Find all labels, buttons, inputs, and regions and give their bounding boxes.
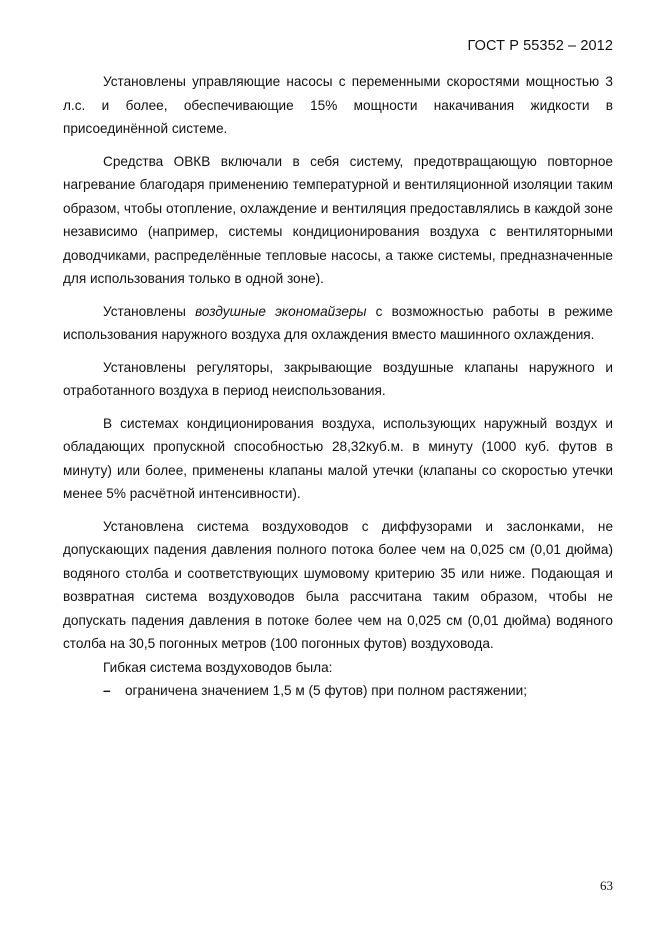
paragraph-ductwork: Установлена система воздуховодов с диффузорами и заслонками, не допускающих падения давления полного потока более чем на 0,025 см (0,01 дюйма) водяного столба и соответствующих шумовому критерию 35 или ниже. Подающая и возвратная система воздуховодов была рассчитана таким образом, чтобы не допускать падения давления в потоке более чем на 0,025 см (0,01 дюйма) водяного столба на 30,5 погонных метров (100 погонных футов) воздуховода. [63,518,613,651]
paragraph-flexible-ducts: Гибкая система воздуховодов была: [103,659,333,675]
paragraph-hvac-reheat: Средства ОВКВ включали в себя систему, предотвращающую повторное нагревание благодаря применению температурной и вентиляционной изоляции таким образом, чтобы отопление, охлаждение и вентиляция предоставлялись в каждой зоне независимо (например, системы кондиционирования воздуха с вентиляторными доводчиками, распределённые тепловые насосы, а также системы, предназначенные для использования только в одной зоне). [63,153,613,286]
list-item-text: ограничена значением 1,5 м (5 футов) при полном растяжении; [125,683,527,698]
list-item [63,679,613,703]
list-dash: – [103,683,111,698]
paragraph-pumps: Установлены управляющие насосы с переменными скоростями мощностью 3 л.с. и более, обеспечивающие 15% мощности накачивания жидкости в присоединённой системе. [63,74,613,136]
document-body [63,70,613,703]
paragraph-low-leak-valves: В системах кондиционирования воздуха, использующих наружный воздух и обладающих пропускной способностью 28,32куб.м. в минуту (1000 куб. футов в минуту) или более, применены клапаны малой утечки (клапаны со скоростью утечки менее 5% расчётной интенсивности). [63,415,613,501]
page-number: 63 [600,878,613,893]
paragraph-economizers [63,300,613,347]
economizers-term: воздушные экономайзеры [195,303,367,319]
paragraph-economizers-start: Установлены [103,303,196,319]
paragraph-economizers-end: с возможностью работы в режиме использования наружного воздуха для охлаждения вместо машинного охлаждения. [63,303,613,342]
paragraph-dampers: Установлены регуляторы, закрывающие воздушные клапаны наружного и отработанного воздуха в период неиспользования. [63,359,613,398]
standard-designation: ГОСТ Р 55352 – 2012 [467,38,613,54]
